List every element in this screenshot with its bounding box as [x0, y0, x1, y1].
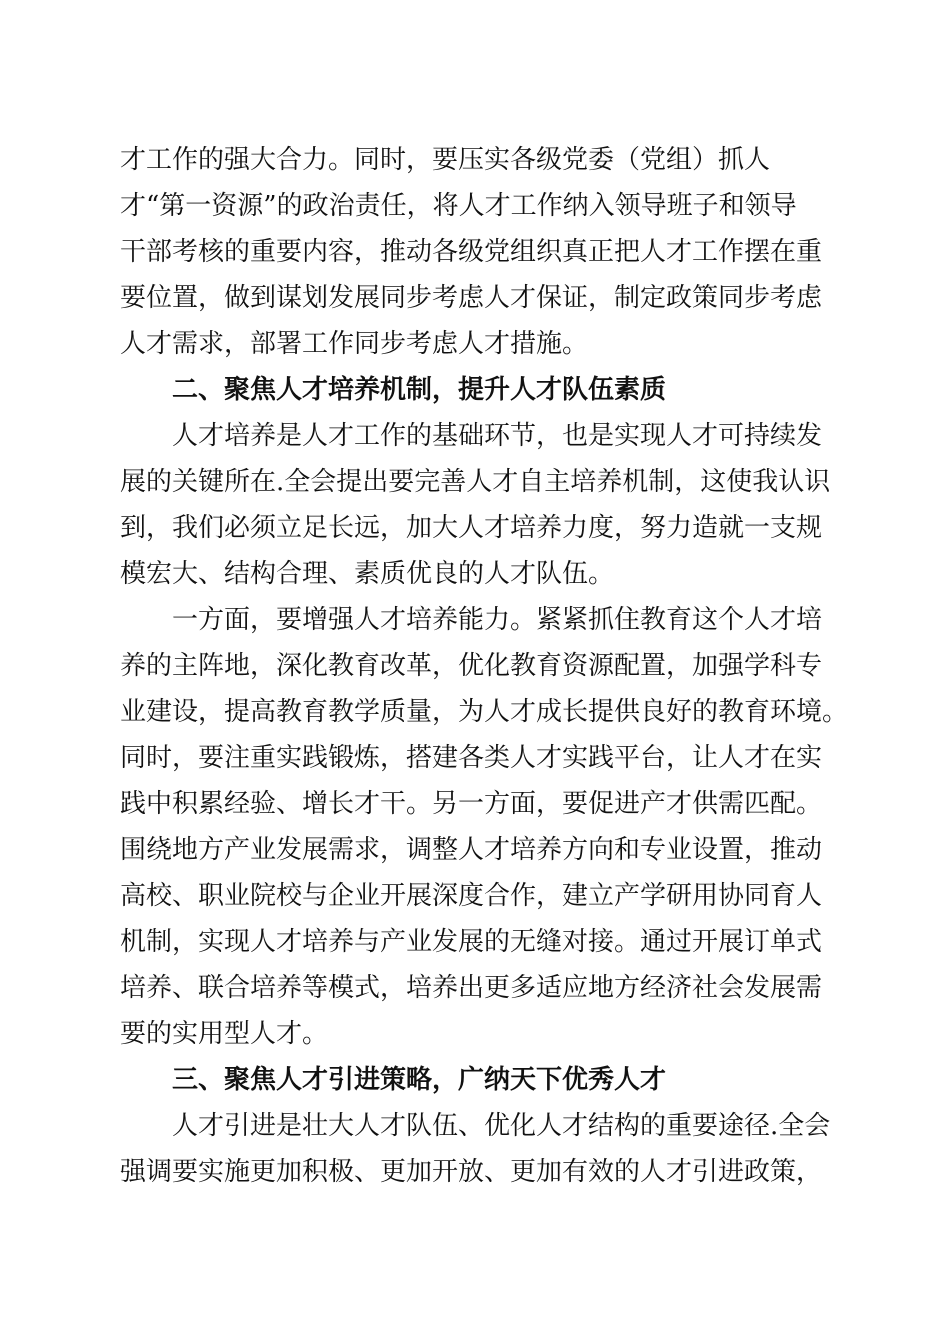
paragraph-line: 强调要实施更加积极、更加开放、更加有效的人才引进政策， [120, 1157, 823, 1187]
paragraph-line: 人才需求，部署工作同步考虑人才措施。 [120, 329, 589, 359]
paragraph-line: 一方面，要增强人才培养能力。紧紧抓住教育这个人才培 [172, 605, 823, 635]
paragraph-line: 培养、联合培养等模式，培养出更多适应地方经济社会发展需 [120, 973, 823, 1003]
paragraph-line: 围绕地方产业发展需求，调整人才培养方向和专业设置，推动 [120, 835, 823, 865]
paragraph-line: 机制，实现人才培养与产业发展的无缝对接。通过开展订单式 [120, 927, 823, 957]
paragraph-line: 才“第一资源”的政治责任，将人才工作纳入领导班子和领导 [120, 191, 797, 221]
paragraph-line: 养的主阵地，深化教育改革，优化教育资源配置，加强学科专 [120, 651, 823, 681]
paragraph-line: 人才引进是壮大人才队伍、优化人才结构的重要途径.全会 [172, 1111, 831, 1141]
paragraph-line: 高校、职业院校与企业开展深度合作，建立产学研用协同育人 [120, 881, 823, 911]
paragraph-line: 要位置，做到谋划发展同步考虑人才保证，制定政策同步考虑 [120, 283, 823, 313]
paragraph-line: 模宏大、结构合理、素质优良的人才队伍。 [120, 559, 615, 589]
paragraph-line: 到，我们必须立足长远，加大人才培养力度，努力造就一支规 [120, 513, 823, 543]
paragraph-line: 人才培养是人才工作的基础环节，也是实现人才可持续发 [172, 421, 823, 451]
paragraph-line: 才工作的强大合力。同时，要压实各级党委（党组）抓人 [120, 145, 771, 175]
paragraph-line: 干部考核的重要内容，推动各级党组织真正把人才工作摆在重 [120, 237, 823, 267]
section-heading-2: 二、聚焦人才培养机制，提升人才队伍素质 [172, 375, 667, 405]
paragraph-line: 业建设，提高教育教学质量，为人才成长提供良好的教育环境。 [120, 697, 849, 727]
paragraph-line: 要的实用型人才。 [120, 1019, 329, 1049]
paragraph-line: 展的关键所在.全会提出要完善人才自主培养机制，这使我认识 [120, 467, 831, 497]
section-heading-3: 三、聚焦人才引进策略，广纳天下优秀人才 [172, 1065, 667, 1095]
paragraph-line: 践中积累经验、增长才干。另一方面，要促进产才供需匹配。 [120, 789, 823, 819]
paragraph-line: 同时，要注重实践锻炼，搭建各类人才实践平台，让人才在实 [120, 743, 823, 773]
